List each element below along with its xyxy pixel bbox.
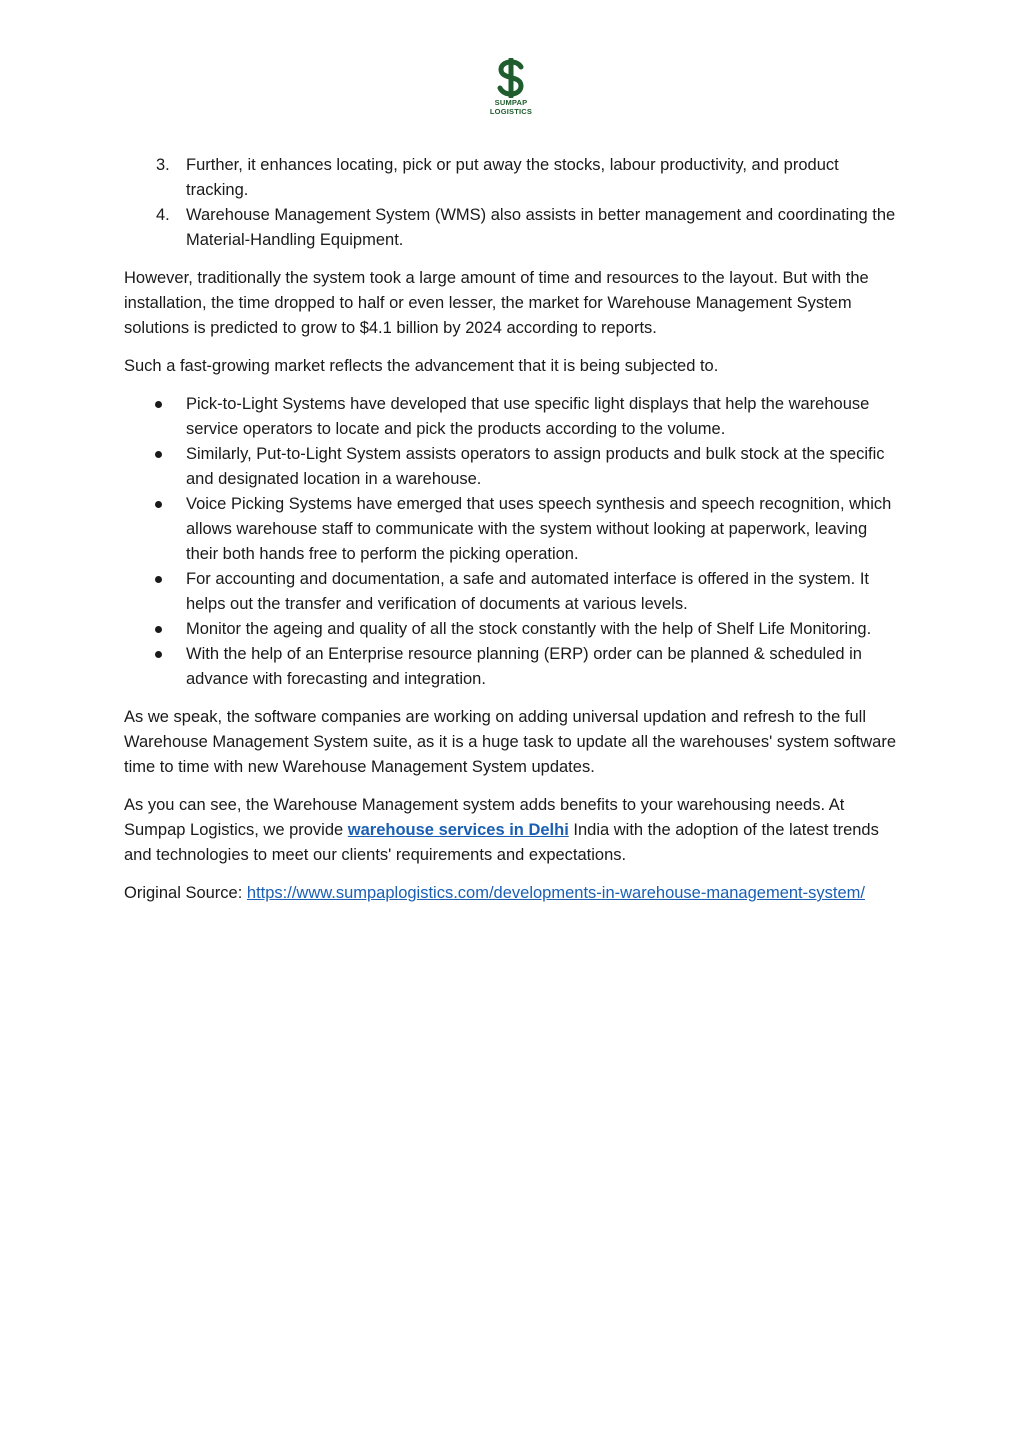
list-item-text: Warehouse Management System (WMS) also assists in better management and coordinating the Material-Handling Equipment. bbox=[186, 206, 896, 249]
source-line bbox=[124, 881, 899, 906]
list-item bbox=[124, 203, 899, 253]
logo-name: SUMPAP bbox=[494, 98, 528, 107]
bullet-icon bbox=[155, 401, 162, 408]
list-number: 3. bbox=[156, 156, 170, 174]
article-body bbox=[124, 153, 899, 906]
dollar-logo-icon bbox=[496, 58, 526, 98]
logo-tagline: LOGISTICS bbox=[489, 107, 533, 116]
bullet-icon bbox=[155, 576, 162, 583]
bullet-text: Similarly, Put-to-Light System assists operators to assign products and bulk stock at the specific and designated location in a warehouse. bbox=[186, 445, 885, 488]
bullet-item bbox=[124, 492, 899, 567]
bullet-icon bbox=[155, 451, 162, 458]
paragraph: However, traditionally the system took a large amount of time and resources to the layout. But with the installation, the time dropped to half or even lesser, the market for Warehouse Management System solutions is predicted to grow to $4.1 billion by 2024 according to reports. bbox=[124, 269, 869, 337]
paragraph-text: India with the adoption of the latest trends and technologies to meet our clients' requirements and expectations. bbox=[124, 821, 879, 864]
paragraph: Such a fast-growing market reflects the advancement that it is being subjected to. bbox=[124, 357, 719, 375]
bullet-text: For accounting and documentation, a safe and automated interface is offered in the system. It helps out the transfer and verification of documents at various levels. bbox=[186, 570, 870, 613]
bullet-icon bbox=[155, 501, 162, 508]
warehouse-services-link[interactable]: warehouse services in Delhi bbox=[347, 821, 569, 839]
list-number: 4. bbox=[156, 206, 170, 224]
numbered-list bbox=[124, 153, 899, 253]
bullet-item bbox=[124, 442, 899, 492]
bullet-text: Monitor the ageing and quality of all the stock constantly with the help of Shelf Life Monitoring. bbox=[186, 620, 872, 638]
bullet-text: Voice Picking Systems have emerged that uses speech synthesis and speech recognition, which allows warehouse staff to communicate with the system without looking at paperwork, leaving their both hands free to perform the picking operation. bbox=[186, 495, 892, 563]
bullet-item bbox=[124, 617, 899, 642]
bullet-item bbox=[124, 392, 899, 442]
paragraph-text: As you can see, the Warehouse Management system adds benefits to your warehousing needs. At Sumpap Logistics, we provide bbox=[124, 796, 845, 839]
paragraph bbox=[124, 793, 899, 868]
list-item bbox=[124, 153, 899, 203]
bullet-icon bbox=[155, 651, 162, 658]
source-label: Original Source: bbox=[124, 884, 247, 902]
bullet-item bbox=[124, 567, 899, 617]
bullet-text: Pick-to-Light Systems have developed that use specific light displays that help the warehouse service operators to locate and pick the products according to the volume. bbox=[186, 395, 870, 438]
bullet-icon bbox=[155, 626, 162, 633]
list-item-text: Further, it enhances locating, pick or put away the stocks, labour productivity, and product tracking. bbox=[186, 156, 839, 199]
bullet-item bbox=[124, 642, 899, 692]
bullet-list bbox=[124, 392, 899, 692]
paragraph: As we speak, the software companies are working on adding universal updation and refresh to the full Warehouse Management System suite, as it is a huge task to update all the warehouses' system software time to time with new Warehouse Management System updates. bbox=[124, 708, 897, 776]
sumpap-logo bbox=[478, 58, 544, 124]
source-url-link[interactable]: https://www.sumpaplogistics.com/developments-in-warehouse-management-system/ bbox=[246, 884, 865, 902]
bullet-text: With the help of an Enterprise resource planning (ERP) order can be planned & scheduled in advance with forecasting and integration. bbox=[186, 645, 862, 688]
